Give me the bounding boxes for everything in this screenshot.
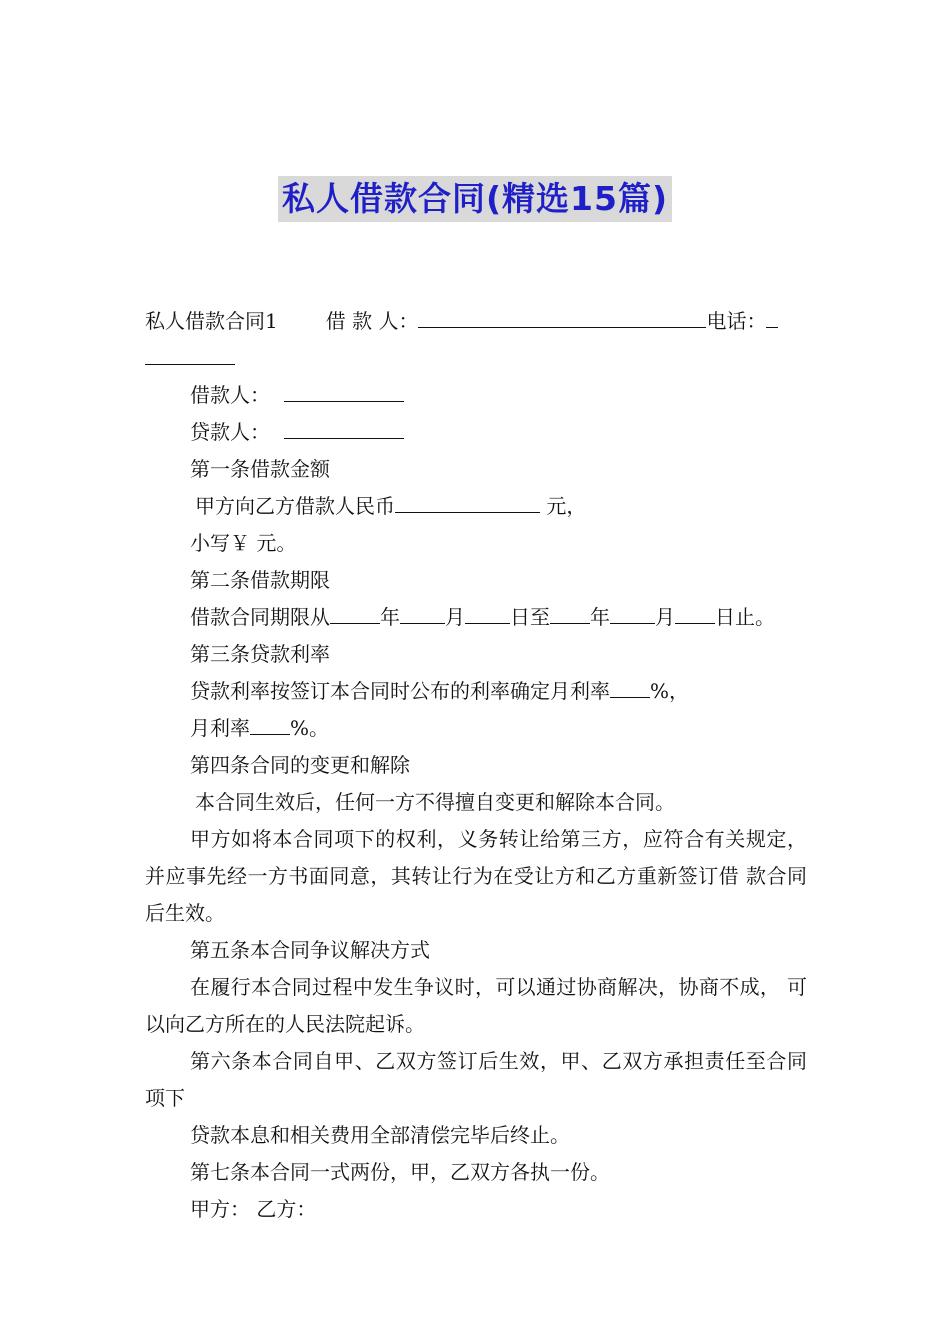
art1-text-b: 元，	[540, 494, 587, 518]
lender-blank	[284, 417, 404, 439]
article-1-small-amount: 小写￥ 元。	[190, 531, 297, 555]
phone-blank-start	[766, 306, 778, 328]
signature-line: 甲方： 乙方：	[190, 1197, 317, 1221]
lender-label: 贷款人：	[190, 420, 270, 444]
start-year-blank	[330, 602, 380, 624]
art3-text-b: 月利率	[190, 716, 250, 740]
monthly-rate-blank	[610, 676, 650, 698]
contract-body	[145, 303, 807, 1228]
day-end-label: 日止。	[715, 605, 775, 629]
end-month-blank	[610, 602, 655, 624]
start-month-blank	[400, 602, 445, 624]
title-container	[0, 176, 950, 222]
article-1-amount-line	[145, 488, 807, 525]
amount-blank	[395, 491, 540, 513]
borrower-blank	[284, 380, 404, 402]
percent-end: %。	[290, 716, 330, 740]
heading-line	[145, 303, 807, 340]
article-6-paragraph: 第六条本合同自甲、乙双方签订后生效，甲、乙双方承担责任至合同项下	[145, 1049, 807, 1110]
document-title: 私人借款合同(精选15篇)	[278, 176, 672, 222]
lender-line	[145, 414, 807, 451]
year-label-2: 年	[590, 605, 610, 629]
month-label-2: 月	[655, 605, 675, 629]
article-4-paragraph-1: 本合同生效后，任何一方不得擅自变更和解除本合同。	[195, 790, 675, 814]
start-day-blank	[465, 602, 510, 624]
day-to-label: 日至	[510, 605, 550, 629]
article-2-term-line	[145, 599, 807, 636]
borrower-line	[145, 377, 807, 414]
end-year-blank	[550, 602, 590, 624]
article-1-title: 第一条借款金额	[190, 457, 330, 481]
borrower-label: 借款人：	[190, 383, 270, 407]
art1-text-a: 甲方向乙方借款人民币	[195, 494, 395, 518]
month-label: 月	[445, 605, 465, 629]
article-5-title: 第五条本合同争议解决方式	[190, 938, 430, 962]
phone-label: 电话：	[706, 309, 767, 333]
phone-blank-end	[145, 343, 235, 365]
article-3-rate-line	[145, 673, 807, 710]
monthly-rate-blank-2	[250, 713, 290, 735]
percent-comma: %，	[650, 679, 690, 703]
article-4-paragraph-2: 甲方如将本合同项下的权利，义务转让给第三方，应符合有关规定， 并应事先经一方书面同意，其转让行为在受让方和乙方重新签订借 款合同后生效。	[145, 827, 807, 925]
year-label: 年	[380, 605, 400, 629]
borrower-label-spaced: 借 款 人：	[325, 309, 419, 333]
phone-blank-line	[145, 340, 807, 377]
article-2-title: 第二条借款期限	[190, 568, 330, 592]
art2-text: 借款合同期限从	[190, 605, 330, 629]
article-3-title: 第三条贷款利率	[190, 642, 330, 666]
article-5-paragraph: 在履行本合同过程中发生争议时，可以通过协商解决，协商不成， 可以向乙方所在的人民法院起诉。	[145, 975, 807, 1036]
article-7-paragraph: 第七条本合同一式两份，甲，乙双方各执一份。	[190, 1160, 610, 1184]
borrower-name-blank	[418, 306, 706, 328]
article-3-rate-line-2	[145, 710, 807, 747]
end-day-blank	[675, 602, 715, 624]
contract-heading: 私人借款合同1	[145, 309, 278, 333]
article-6-paragraph-2: 贷款本息和相关费用全部清偿完毕后终止。	[190, 1123, 570, 1147]
article-4-title: 第四条合同的变更和解除	[190, 753, 410, 777]
art3-text-a: 贷款利率按签订本合同时公布的利率确定月利率	[190, 679, 610, 703]
